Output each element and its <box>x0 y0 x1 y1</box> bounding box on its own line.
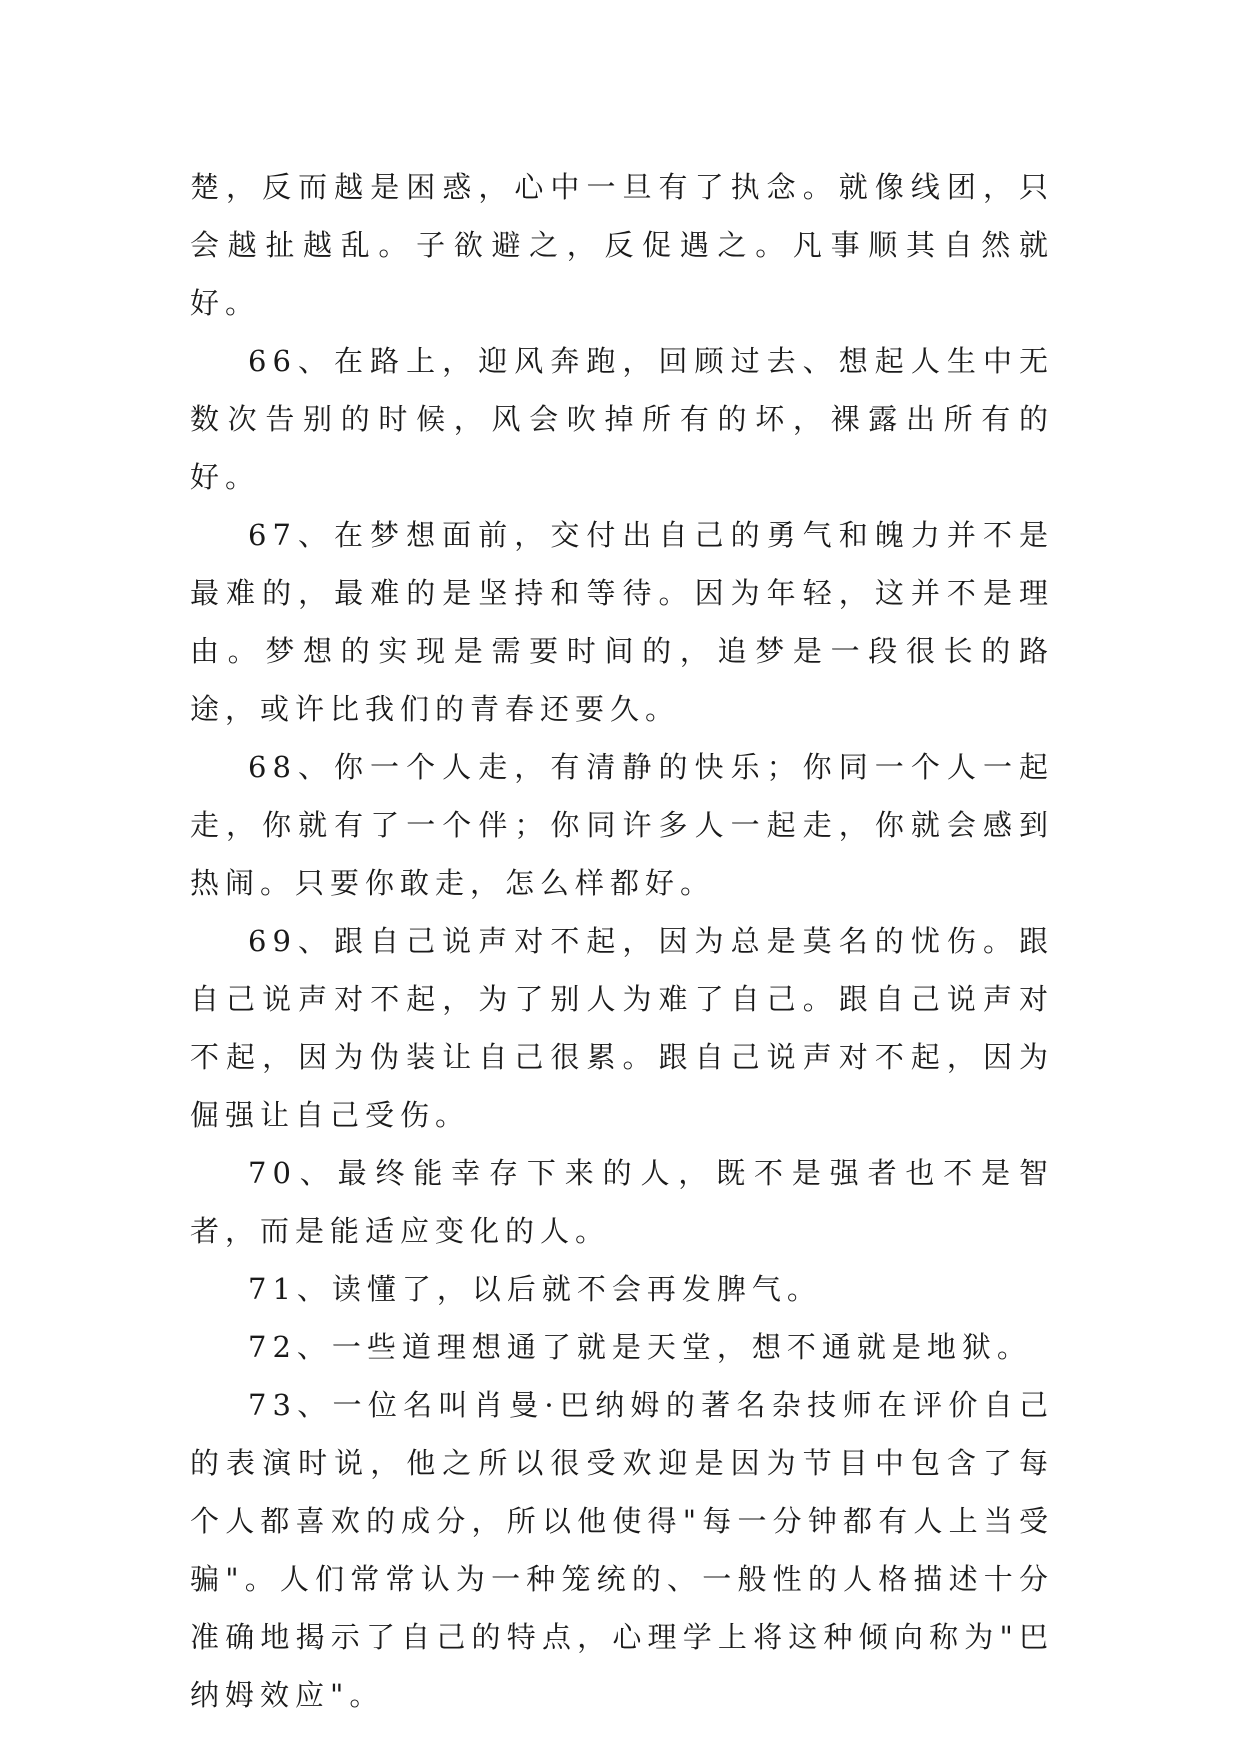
paragraph-71: 71、读懂了，以后就不会再发脾气。 <box>248 1272 822 1306</box>
paragraph-70: 70、最终能幸存下来的人，既不是强者也不是智者，而是能适应变化的人。 <box>190 1156 1054 1248</box>
paragraph-67: 67、在梦想面前，交付出自己的勇气和魄力并不是最难的，最难的是坚持和等待。因为年轻，这并不是理由。梦想的实现是需要时间的，追梦是一段很长的路途，或许比我们的青春还要久。 <box>190 518 1054 726</box>
paragraph-69: 69、跟自己说声对不起，因为总是莫名的忧伤。跟自己说声对不起，为了别人为难了自己。跟自己说声对不起，因为伪装让自己很累。跟自己说声对不起，因为倔强让自己受伤。 <box>190 924 1054 1132</box>
paragraph-66: 66、在路上，迎风奔跑，回顾过去、想起人生中无数次告别的时候，风会吹掉所有的坏，裸露出所有的好。 <box>190 344 1054 494</box>
paragraph-72: 72、一些道理想通了就是天堂，想不通就是地狱。 <box>248 1330 1032 1364</box>
paragraph-68: 68、你一个人走，有清静的快乐；你同一个人一起走，你就有了一个伴；你同许多人一起走，你就会感到热闹。只要你敢走，怎么样都好。 <box>190 750 1054 900</box>
paragraph-continuation: 楚，反而越是困惑，心中一旦有了执念。就像线团，只会越扯越乱。子欲避之，反促遇之。凡事顺其自然就好。 <box>190 170 1054 320</box>
paragraph-73: 73、一位名叫肖曼·巴纳姆的著名杂技师在评价自己的表演时说，他之所以很受欢迎是因为节目中包含了每个人都喜欢的成分，所以他使得"每一分钟都有人上当受骗"。人们常常认为一种笼统的、一般性的人格描述十分准确地揭示了自己的特点，心理学上将这种倾向称为"巴纳姆效应"。 <box>190 1388 1054 1712</box>
document-body <box>190 158 1054 1724</box>
